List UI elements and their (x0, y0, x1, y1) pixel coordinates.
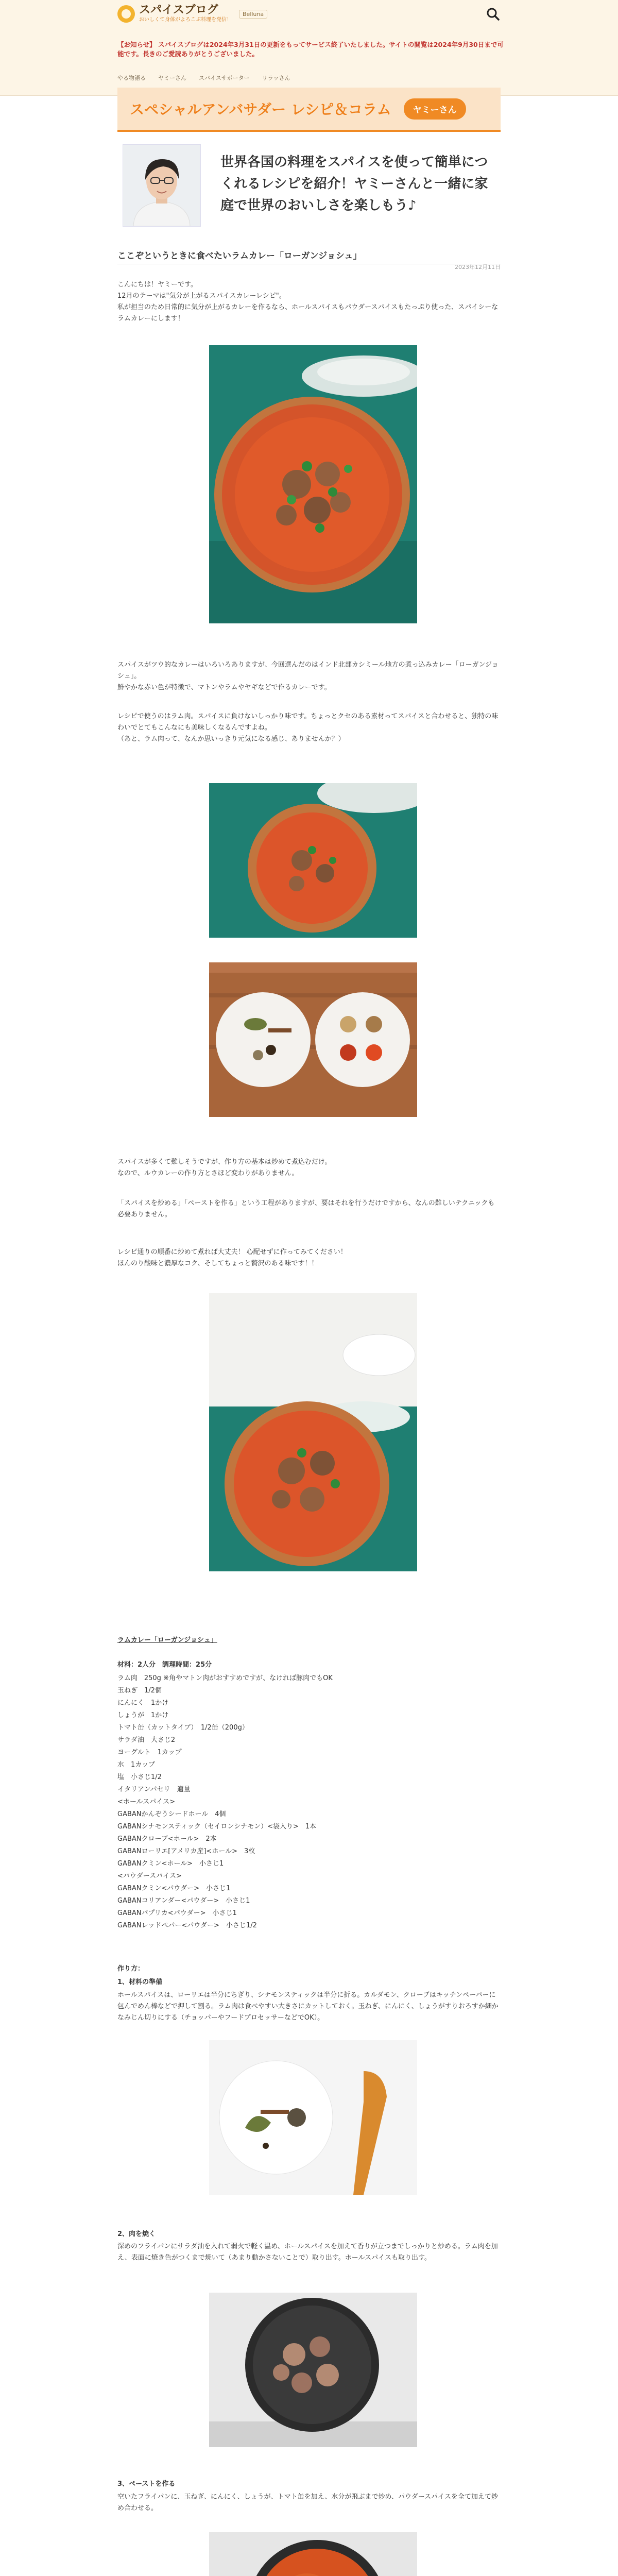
step-1-title: 1、材料の準備 (117, 1978, 163, 1986)
post-paragraph-2: スパイスがツウ的なカレーはいろいろありますが、今回選んだのはインド北部カシミール地方の煮っ込みカレー「ローガンジョシュ」。 鮮やかな赤い色が特徴で、マトンやラムやヤギなどで作るカレーです。 (117, 661, 499, 691)
ingredient-item: GABANパプリカ<パウダー> 小さじ1 (117, 1909, 237, 1917)
nav-item-4[interactable]: リラッさん (262, 75, 290, 81)
ingredient-item: GABANシナモンスティック（セイロンシナモン）<袋入り> 1本 (117, 1823, 317, 1831)
ingredient-item: GABANローリエ[アメリカ産]<ホール> 3枚 (117, 1848, 255, 1855)
site-header (0, 0, 618, 96)
banner-title: スペシャルアンバサダー レシピ＆コラム (130, 101, 391, 118)
step-2-title: 2、肉を焼く (117, 2230, 156, 2238)
step-2-photo (209, 2293, 417, 2447)
step-3-text: 空いたフライパンに、玉ねぎ、にんにく、しょうが、トマト缶を加え、水分が飛ぶまで炒め、パウダースパイスを全て加えて炒め合わせる。 (117, 2493, 498, 2512)
post-paragraph-3: レシピで使うのはラム肉。スパイスに負けないしっかり味です。ちょっとクセのある素材ってスパイスと合わせると、独特の味わいでとてもこんなにも美味しくなるんですよね。 （あと、ラム肉って、なんか思いっきり元気になる感じ、ありませんか？） (117, 713, 499, 743)
avatar-illustration (123, 145, 200, 226)
post-paragraph-1: こんにちは！ヤミーです。 12月のテーマは"気分が上がるスパイスカレーレシピ"。 私が担当のため日常的に気分が上がるカレーを作るなら、ホールスパイスもパウダースパイスもたっぷり使った、スパイシーなラムカレーにします！ (117, 281, 499, 323)
global-nav (117, 74, 290, 82)
ingredient-item: 水 1カップ (117, 1761, 156, 1769)
post-date: 2023年12月11日 (455, 264, 501, 270)
post-header (117, 248, 501, 270)
ingredient-item: ラム肉 250g ※角やマトン肉がおすすめですが、なければ豚肉でもOK (117, 1674, 333, 1682)
step-3-title: 3、ペーストを作る (117, 2480, 176, 2488)
author-avatar (123, 144, 201, 227)
author-intro (117, 140, 501, 232)
ingredient-item: GABANかんぞうシードホール 4個 (117, 1810, 226, 1818)
post-paragraph-5: 「スパイスを炒める」「ペーストを作る」という工程がありますが、要はそれを行うだけですから、なんの難しいテクニックも必要ありません。 (117, 1199, 495, 1218)
ingredient-item: <ホールスパイス> (117, 1798, 176, 1806)
ingredient-list (117, 1672, 501, 1932)
ingredient-item: 玉ねぎ 1/2個 (117, 1687, 162, 1694)
nav-item-3[interactable]: スパイスサポーター (199, 75, 250, 81)
spices-photo (209, 962, 417, 1117)
curry-photo-2 (209, 783, 417, 938)
search-icon (486, 7, 500, 21)
ingredient-item: GABANクミン<パウダー> 小さじ1 (117, 1885, 231, 1892)
site-tagline: おいしくて身体がよろこぶ料理を発信！ (139, 17, 232, 23)
post-title: ここぞというときに食べたいラムカレー「ローガンジョシュ」 (117, 251, 362, 261)
ambassador-banner (117, 88, 501, 132)
site-logo[interactable] (117, 4, 267, 24)
step-3-photo-1 (209, 2532, 417, 2576)
recipe-heading: ラムカレー「ローガンジョシュ」 (117, 1636, 217, 1644)
ingredient-item: ヨーグルト 1カップ (117, 1749, 182, 1756)
ingredient-item: 塩 小さじ1/2 (117, 1773, 162, 1781)
search-button[interactable] (483, 4, 503, 24)
step-1-text: ホールスパイスは、ローリエは半分にちぎり、シナモンスティックは半分に折る。カルダモン、クローブはキッチンペーパーに包んでめん棒などで押して割る。ラム肉は食べやすい大きさにカットしておく。玉ねぎ、にんにく、しょうがすりおろすか細かなみじん切りにする（チョッパーやフードプロセッサーなどでOK）。 (117, 1991, 499, 2022)
howto-heading: 作り方： (117, 1965, 145, 1973)
intro-headline: 世界各国の料理をスパイスを使って簡単につくれるレシピを紹介！ヤミーさんと一緒に家庭で世界のおいしさを楽しもう♪ (220, 155, 488, 213)
servings-line: 材料：2人分 調理時間：25分 (117, 1661, 212, 1669)
curry-photo-1 (209, 345, 417, 623)
step-1-photo (209, 2040, 417, 2195)
step-2-text: 深めのフライパンにサラダ油を入れて弱火で軽く温め、ホールスパイスを加えて香りが立つまでしっかりと炒める。ラム肉を加え、表面に焼き色がつくまで焼いて（あまり動かさないことで）取り出す。ホールスパイスも取り出す。 (117, 2243, 498, 2262)
author-pill[interactable]: ヤミーさん (404, 98, 466, 120)
curry-photo-3 (209, 1293, 417, 1571)
logo-mark-icon (117, 5, 135, 23)
ingredient-item: サラダ油 大さじ2 (117, 1736, 176, 1744)
post-paragraph-4: スパイスが多くて難しそうですが、作り方の基本は炒めて煮込むだけ。 なので、ルウカレーの作り方とさほど変わりがありません。 (117, 1158, 332, 1177)
nav-item-2[interactable]: ヤミーさん (158, 75, 186, 81)
ingredient-item: GABANレッドペパー<パウダー> 小さじ1/2 (117, 1922, 257, 1929)
ingredient-item: GABANコリアンダー<パウダー> 小さじ1 (117, 1897, 250, 1905)
ingredient-item: GABANクミン<ホール> 小さじ1 (117, 1860, 224, 1868)
ingredient-item: GABANクローブ<ホール> 2本 (117, 1835, 217, 1843)
ingredient-item: にんにく 1かけ (117, 1699, 169, 1707)
brand-badge: Belluna (239, 10, 267, 19)
ingredient-item: <パウダースパイス> (117, 1872, 182, 1880)
ingredient-item: イタリアンパセリ 適量 (117, 1786, 191, 1793)
nav-item-1[interactable]: やる物語る (117, 75, 146, 81)
service-end-notice: 【お知らせ】 スパイスブログは2024年3月31日の更新をもってサービス終了いたしました。サイトの閲覧は2024年9月30日まで可能です。長きのご愛読ありがとうございました。 (117, 41, 504, 58)
site-name: スパイスブログ (139, 4, 218, 16)
post-paragraph-6: レシピ通りの順番に炒めて煮れば大丈夫！ 心配せずに作ってみてください！ ほんのり酸味と濃厚なコク、そしてちょっと贅沢のある味です！！ (117, 1248, 347, 1267)
ingredient-item: しょうが 1かけ (117, 1711, 169, 1719)
logo-text (139, 4, 232, 24)
ingredient-item: トマト缶（カットタイプ） 1/2缶（200g） (117, 1724, 249, 1732)
